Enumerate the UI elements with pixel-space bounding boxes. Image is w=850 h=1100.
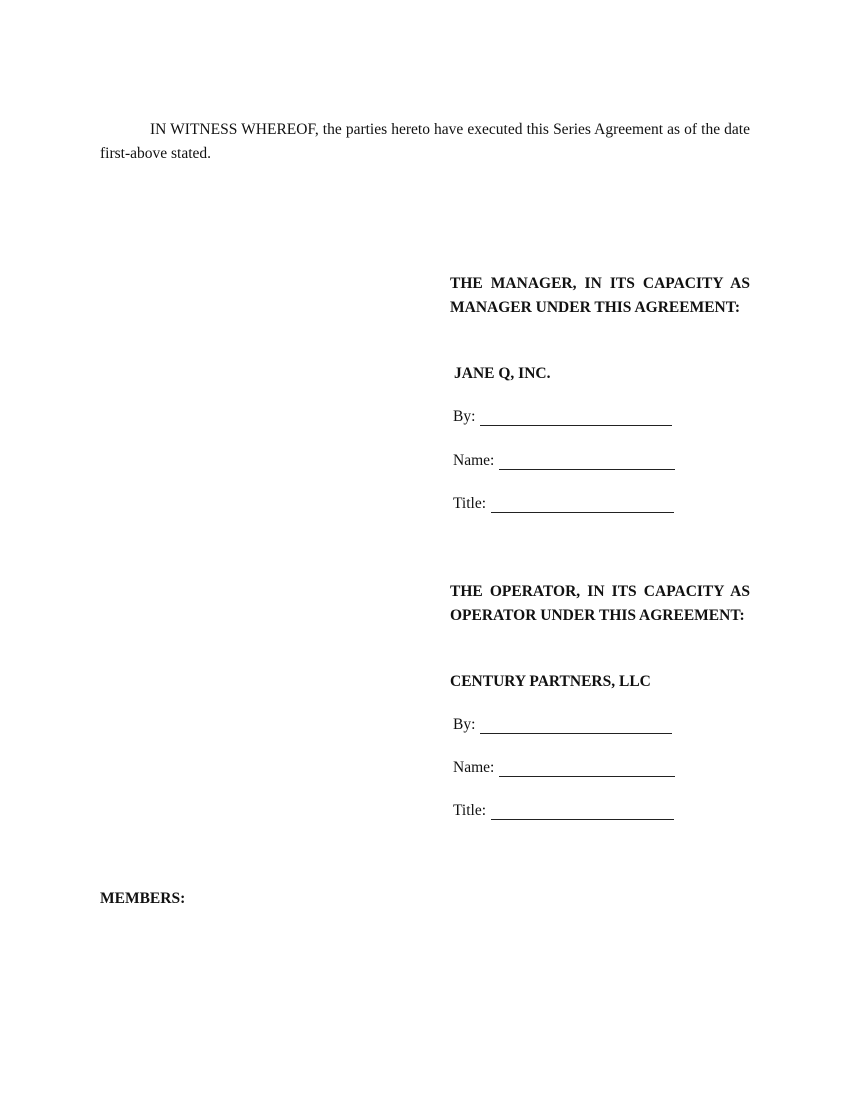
operator-heading: THE OPERATOR, IN ITS CAPACITY AS OPERATOR UNDER THIS AGREEMENT: xyxy=(450,583,750,624)
members-label: MEMBERS: xyxy=(100,890,186,907)
operator-title-label: Title: xyxy=(453,802,487,819)
operator-name-label: Name: xyxy=(453,759,495,776)
operator-title-line[interactable] xyxy=(453,802,674,820)
operator-name-signature-rule[interactable] xyxy=(499,762,675,777)
operator-by-signature-rule[interactable] xyxy=(480,719,672,734)
operator-name-line[interactable] xyxy=(453,759,675,777)
manager-title-line[interactable] xyxy=(453,495,674,513)
operator-title-signature-rule[interactable] xyxy=(491,805,674,820)
manager-name-signature-rule[interactable] xyxy=(499,455,675,470)
manager-by-signature-rule[interactable] xyxy=(480,411,672,426)
manager-heading: THE MANAGER, IN ITS CAPACITY AS MANAGER UNDER THIS AGREEMENT: xyxy=(450,275,750,316)
manager-title-label: Title: xyxy=(453,495,487,512)
manager-title-signature-rule[interactable] xyxy=(491,498,674,513)
operator-by-line[interactable] xyxy=(453,716,672,734)
manager-entity-name: JANE Q, INC. xyxy=(454,365,551,382)
operator-by-label: By: xyxy=(453,716,476,733)
witness-paragraph: IN WITNESS WHEREOF, the parties hereto have executed this Series Agreement as of the date first-above stated. xyxy=(100,121,750,162)
manager-name-label: Name: xyxy=(453,452,495,469)
manager-by-line[interactable] xyxy=(453,408,672,426)
manager-by-label: By: xyxy=(453,408,476,425)
operator-entity-name: CENTURY PARTNERS, LLC xyxy=(450,673,651,690)
manager-name-line[interactable] xyxy=(453,452,675,470)
